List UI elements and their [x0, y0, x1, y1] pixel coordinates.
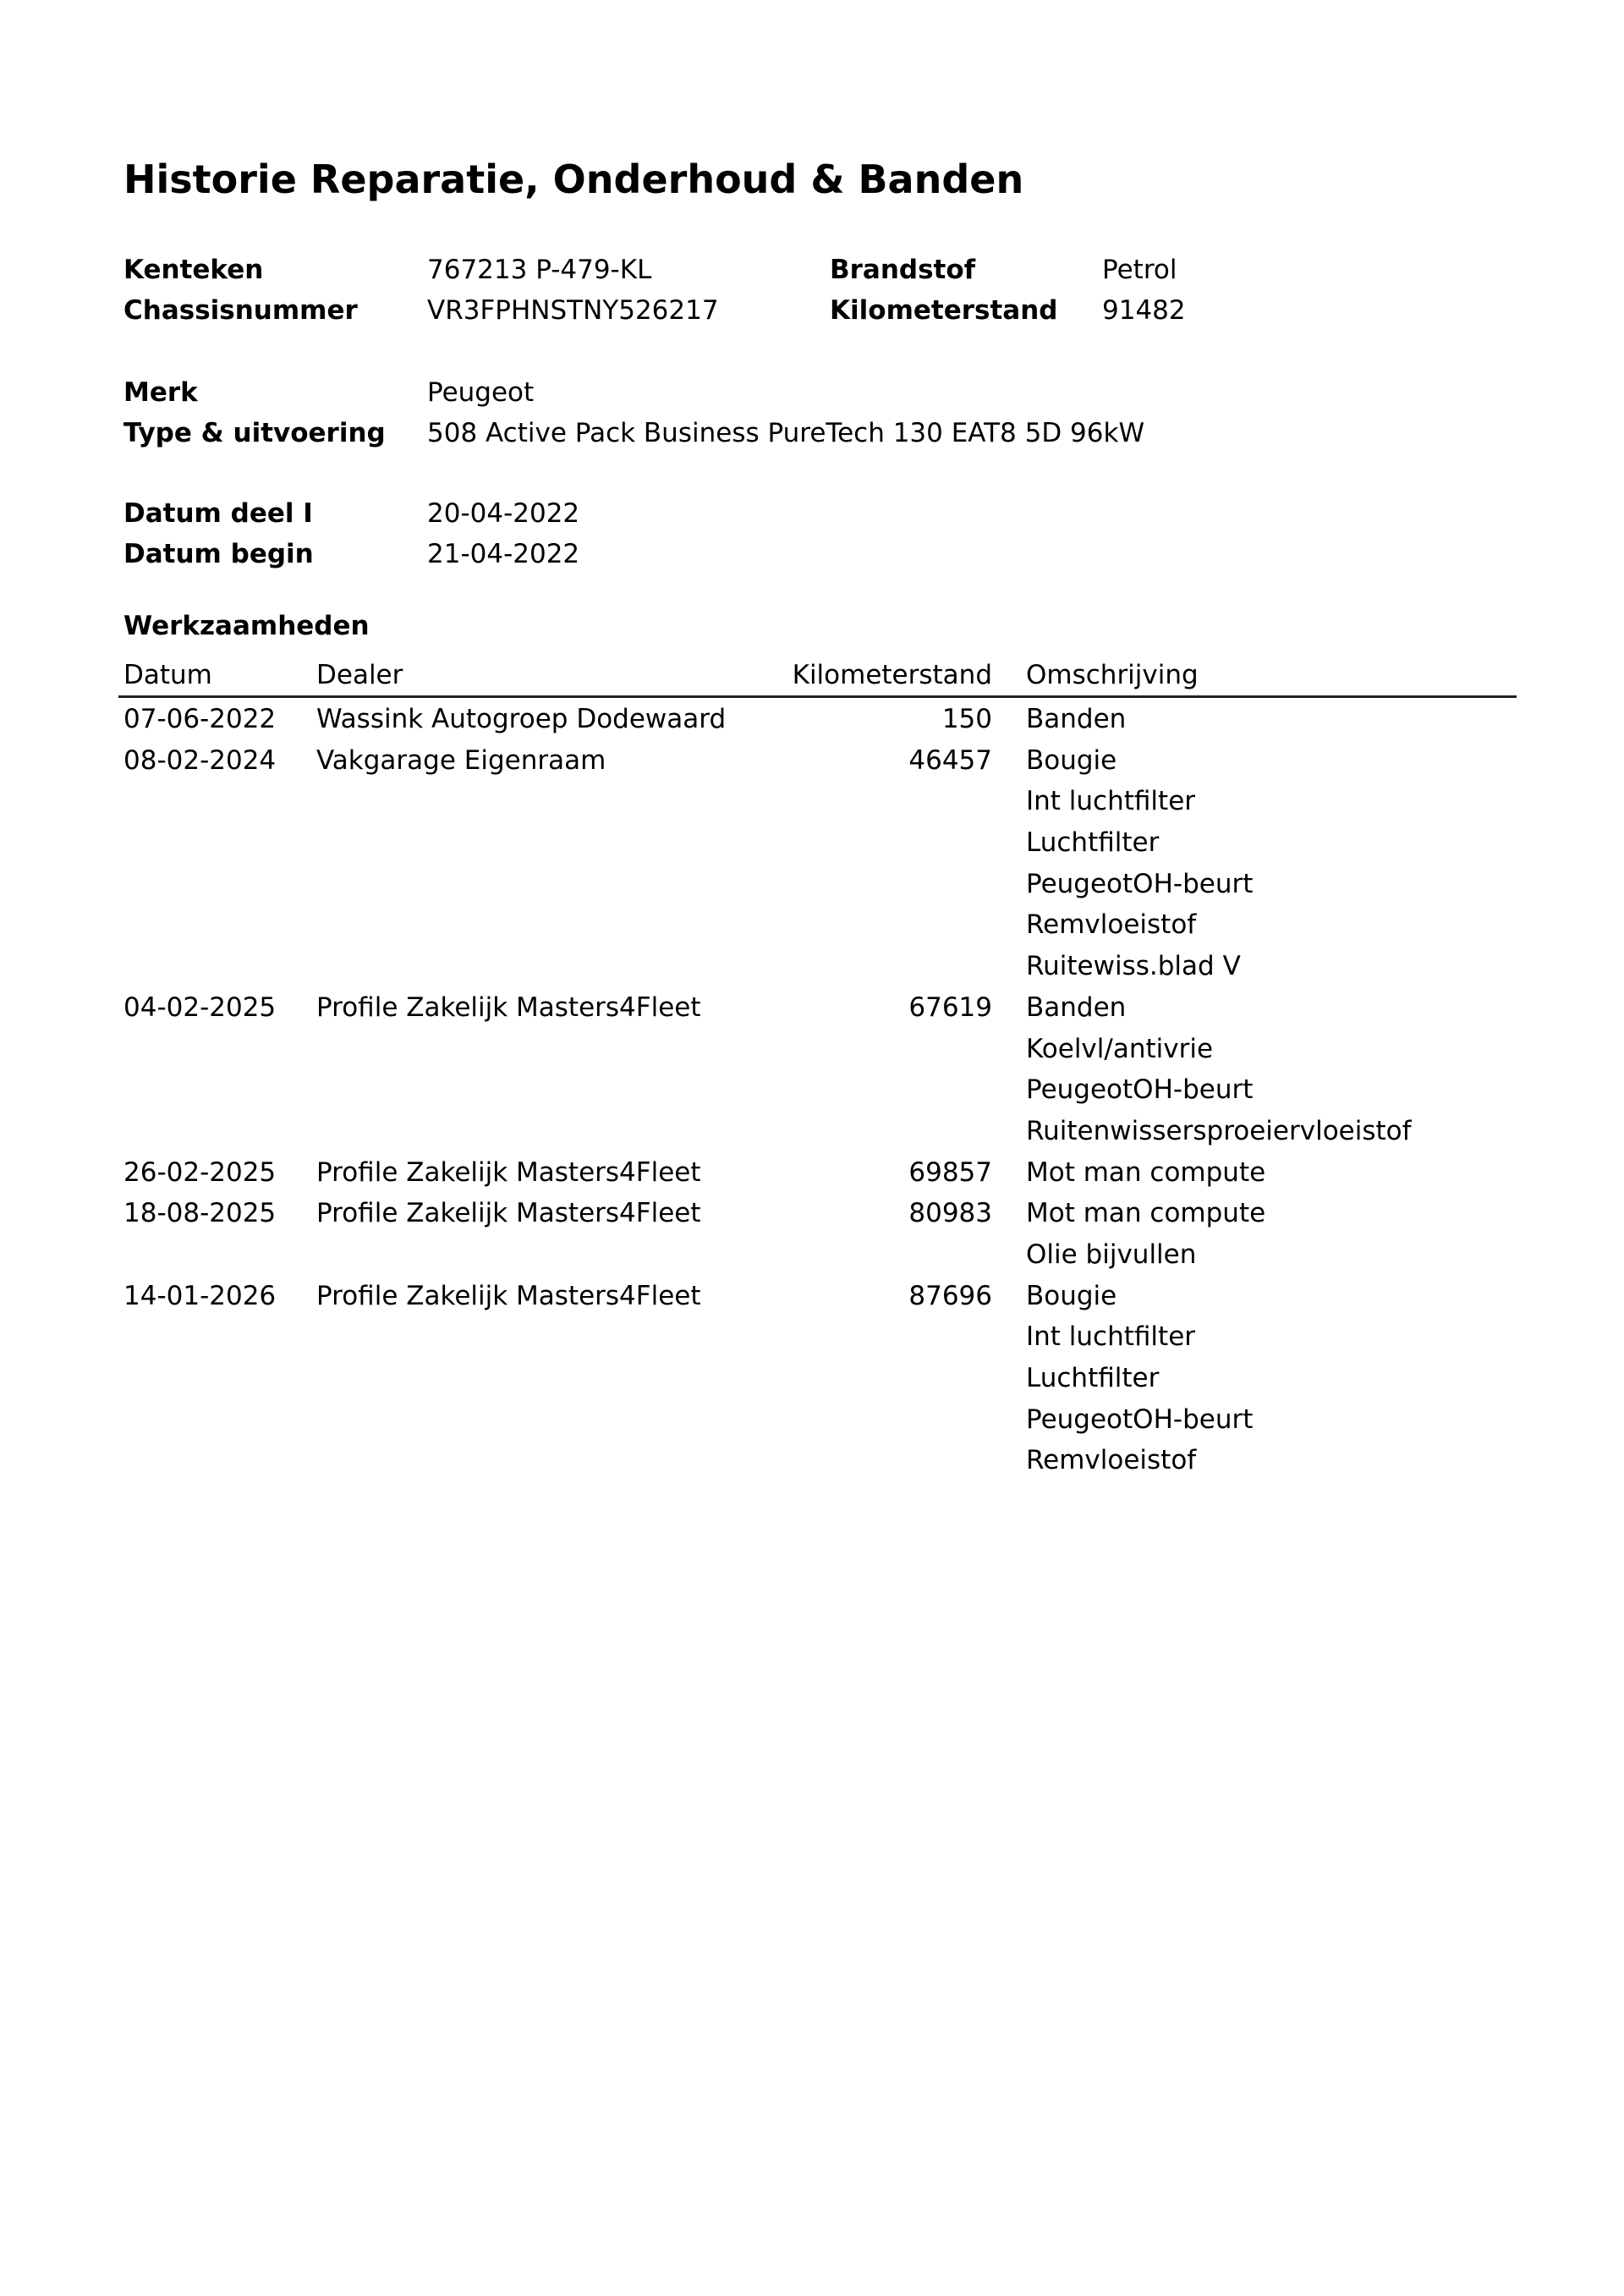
table-row: [118, 864, 1517, 905]
type-value: 508 Active Pack Business PureTech 130 EAT8 5D 96kW: [427, 418, 1145, 448]
cell-dealer: Wassink Autogroep Dodewaard: [316, 704, 727, 734]
cell-dealer: Profile Zakelijk Masters4Fleet: [316, 991, 701, 1023]
datum-deel-row: [123, 493, 885, 534]
chassis-label: Chassisnummer: [123, 295, 358, 326]
cell-omschrijving: Banden: [1026, 991, 1127, 1023]
cell-datum: 26-02-2025: [123, 1156, 277, 1188]
table-row: [118, 822, 1517, 864]
header-kilometerstand: Kilometerstand: [792, 660, 992, 690]
table-row: [118, 1358, 1517, 1399]
cell-kilometerstand: 80983: [908, 1198, 992, 1229]
page-title: Historie Reparatie, Onderhoud & Banden: [123, 157, 1024, 202]
werkzaamheden-title: Werkzaamheden: [123, 611, 370, 641]
cell-dealer: Vakgarage Eigenraam: [316, 744, 606, 776]
header-datum: Datum: [123, 660, 212, 690]
cell-omschrijving: Bougie: [1026, 1280, 1117, 1311]
header-omschrijving: Omschrijving: [1026, 660, 1199, 690]
cell-datum: 04-02-2025: [123, 991, 277, 1023]
cell-omschrijving: Int luchtfilter: [1026, 1321, 1196, 1353]
type-label: Type & uitvoering: [123, 418, 386, 448]
cell-kilometerstand: 150: [941, 704, 992, 734]
cell-dealer: Profile Zakelijk Masters4Fleet: [316, 1156, 701, 1188]
cell-dealer: Profile Zakelijk Masters4Fleet: [316, 1198, 701, 1229]
type-row: [123, 413, 1392, 453]
cell-kilometerstand: 69857: [908, 1156, 992, 1188]
datum-deel-value: 20-04-2022: [427, 498, 580, 529]
table-body: [118, 699, 1517, 1481]
chassis-value: VR3FPHNSTNY526217: [427, 295, 719, 326]
header-dealer: Dealer: [316, 660, 403, 690]
cell-omschrijving: Ruitenwissersproeiervloeistof: [1026, 1115, 1412, 1146]
cell-omschrijving: PeugeotOH-beurt: [1026, 1074, 1254, 1106]
cell-omschrijving: Olie bijvullen: [1026, 1239, 1197, 1270]
table-row: [118, 1029, 1517, 1070]
cell-omschrijving: Luchtfilter: [1026, 1363, 1160, 1393]
cell-omschrijving: Luchtfilter: [1026, 827, 1160, 859]
cell-omschrijving: Mot man compute: [1026, 1156, 1266, 1188]
table-row: [118, 781, 1517, 822]
kilometerstand-label: Kilometerstand: [830, 295, 1058, 326]
merk-value: Peugeot: [427, 377, 535, 408]
cell-omschrijving: PeugeotOH-beurt: [1026, 868, 1254, 899]
cell-omschrijving: Int luchtfilter: [1026, 786, 1196, 817]
table-row: [118, 987, 1517, 1029]
kilometerstand-value: 91482: [1102, 295, 1186, 326]
table-row: [118, 904, 1517, 946]
cell-omschrijving: Banden: [1026, 704, 1127, 734]
merk-row: [123, 372, 1392, 413]
kenteken-label: Kenteken: [123, 255, 264, 285]
cell-omschrijving: Mot man compute: [1026, 1198, 1266, 1229]
cell-kilometerstand: 46457: [908, 744, 992, 776]
datum-deel-label: Datum deel I: [123, 498, 313, 529]
chassis-row: [123, 290, 885, 331]
table-row: [118, 946, 1517, 987]
cell-datum: 18-08-2025: [123, 1198, 277, 1229]
table-row: [118, 1193, 1517, 1234]
cell-omschrijving: Koelvl/antivrie: [1026, 1033, 1214, 1064]
kenteken-row: [123, 250, 885, 290]
cell-omschrijving: Bougie: [1026, 744, 1117, 776]
cell-dealer: Profile Zakelijk Masters4Fleet: [316, 1280, 701, 1311]
brandstof-row: [830, 250, 1337, 290]
table-row: [118, 1276, 1517, 1317]
table-row: [118, 1316, 1517, 1358]
brandstof-value: Petrol: [1102, 255, 1177, 285]
kilometerstand-row: [830, 290, 1337, 331]
table-header: [118, 655, 1517, 698]
cell-datum: 07-06-2022: [123, 704, 277, 734]
cell-omschrijving: PeugeotOH-beurt: [1026, 1403, 1254, 1435]
table-row: [118, 1440, 1517, 1481]
table-row: [118, 1111, 1517, 1152]
table-row: [118, 699, 1517, 740]
cell-omschrijving: Remvloeistof: [1026, 909, 1197, 941]
table-row: [118, 740, 1517, 782]
brandstof-label: Brandstof: [830, 255, 976, 285]
cell-omschrijving: Ruitewiss.blad V: [1026, 951, 1241, 982]
table-row: [118, 1234, 1517, 1276]
table-row: [118, 1069, 1517, 1111]
datum-begin-label: Datum begin: [123, 539, 314, 569]
table-row: [118, 1152, 1517, 1194]
cell-datum: 14-01-2026: [123, 1280, 277, 1311]
cell-omschrijving: Remvloeistof: [1026, 1445, 1197, 1476]
table-row: [118, 1399, 1517, 1441]
datum-begin-row: [123, 534, 885, 574]
cell-datum: 08-02-2024: [123, 744, 277, 776]
datum-begin-value: 21-04-2022: [427, 539, 580, 569]
cell-kilometerstand: 87696: [908, 1280, 992, 1311]
kenteken-value: 767213 P-479-KL: [427, 255, 652, 285]
merk-label: Merk: [123, 377, 198, 408]
cell-kilometerstand: 67619: [908, 991, 992, 1023]
